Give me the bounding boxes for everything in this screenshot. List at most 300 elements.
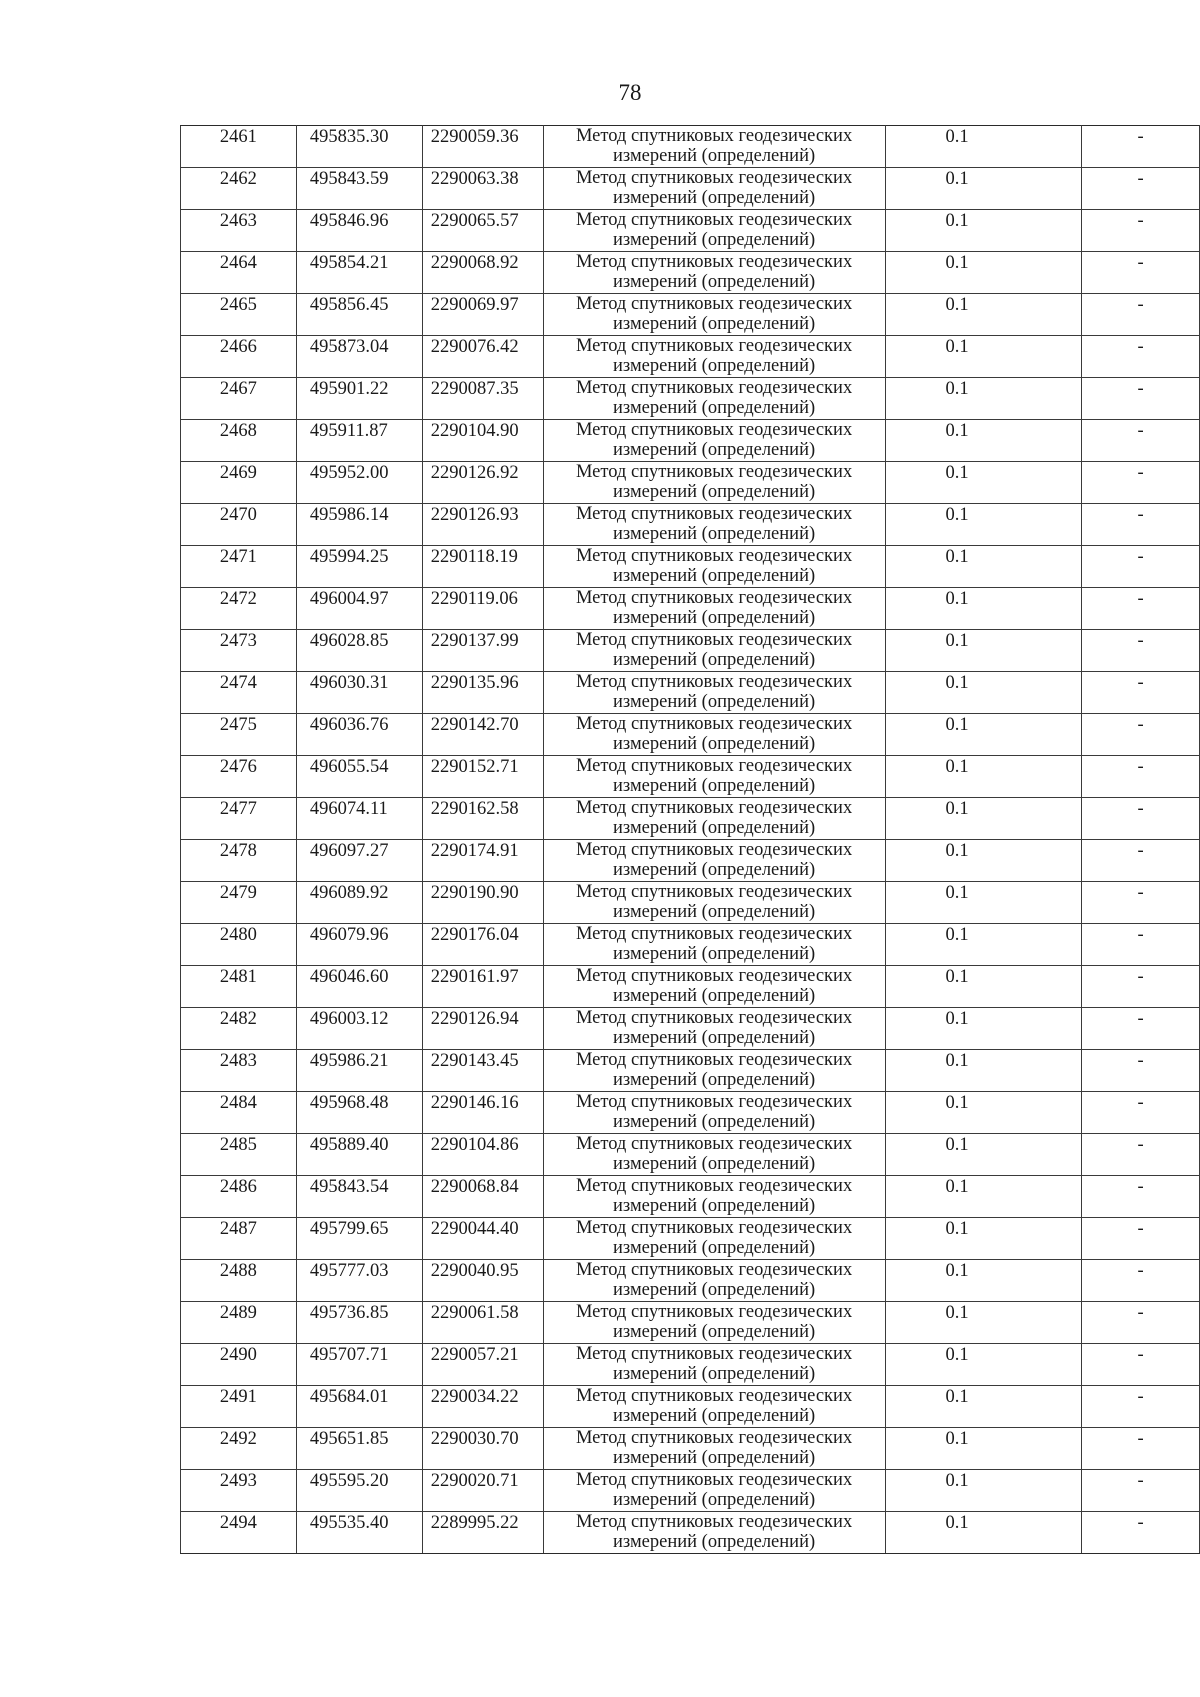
- method-cell: [543, 882, 885, 924]
- x-coordinate-cell: [296, 1344, 422, 1386]
- table-row: [181, 588, 1200, 630]
- description-cell: [1082, 1050, 1200, 1092]
- x-coordinate-cell: [296, 504, 422, 546]
- method-text-line-1: Метод спутниковых геодезических: [575, 462, 853, 482]
- method-text-line-1: Метод спутниковых геодезических: [575, 756, 853, 776]
- y-coordinate-text: 2290118.19: [430, 547, 518, 567]
- description-text: -: [1137, 253, 1144, 273]
- x-coordinate-cell: [296, 462, 422, 504]
- method-text-line-2: измерений (определений): [613, 146, 816, 166]
- method-cell: [543, 798, 885, 840]
- accuracy-cell: [885, 924, 1082, 966]
- y-coordinate-text: 2290176.04: [430, 925, 519, 945]
- y-coordinate-text: 2290044.40: [430, 1219, 519, 1239]
- y-coordinate-cell: [422, 1008, 543, 1050]
- y-coordinate-cell: [422, 1428, 543, 1470]
- x-coordinate-text: 496097.27: [309, 841, 389, 861]
- x-coordinate-cell: [296, 1260, 422, 1302]
- x-coordinate-cell: [296, 126, 422, 168]
- y-coordinate-text: 2290059.36: [430, 127, 519, 147]
- x-coordinate-cell: [296, 294, 422, 336]
- accuracy-cell: [885, 588, 1082, 630]
- point-number-text: 2484: [219, 1093, 257, 1113]
- table-row: [181, 252, 1200, 294]
- method-text-line-2: измерений (определений): [613, 524, 816, 544]
- y-coordinate-text: 2290104.90: [430, 421, 519, 441]
- accuracy-text: 0.1: [945, 547, 969, 567]
- point-number-text: 2470: [219, 505, 257, 525]
- point-number-text: 2475: [219, 715, 257, 735]
- description-cell: [1082, 1386, 1200, 1428]
- method-text-line-2: измерений (определений): [613, 398, 816, 418]
- method-cell: [543, 924, 885, 966]
- method-text-line-1: Метод спутниковых геодезических: [575, 966, 853, 986]
- method-text-line-1: Метод спутниковых геодезических: [575, 1050, 853, 1070]
- y-coordinate-cell: [422, 378, 543, 420]
- description-cell: [1082, 924, 1200, 966]
- accuracy-text: 0.1: [945, 337, 969, 357]
- method-text-line-1: Метод спутниковых геодезических: [575, 588, 853, 608]
- description-cell: [1082, 1428, 1200, 1470]
- accuracy-cell: [885, 1092, 1082, 1134]
- x-coordinate-cell: [296, 672, 422, 714]
- description-text: -: [1137, 1051, 1144, 1071]
- table-row: [181, 756, 1200, 798]
- method-text-line-2: измерений (определений): [613, 1238, 816, 1258]
- accuracy-cell: [885, 672, 1082, 714]
- y-coordinate-text: 2290068.92: [430, 253, 519, 273]
- x-coordinate-cell: [296, 1470, 422, 1512]
- y-coordinate-text: 2290030.70: [430, 1429, 519, 1449]
- accuracy-cell: [885, 882, 1082, 924]
- description-cell: [1082, 126, 1200, 168]
- method-text-line-1: Метод спутниковых геодезических: [575, 1134, 853, 1154]
- method-cell: [543, 378, 885, 420]
- x-coordinate-text: 495535.40: [309, 1513, 389, 1533]
- point-number-cell: [181, 798, 297, 840]
- description-text: -: [1137, 631, 1144, 651]
- description-text: -: [1137, 757, 1144, 777]
- x-coordinate-text: 496055.54: [309, 757, 389, 777]
- point-number-cell: [181, 840, 297, 882]
- method-text-line-1: Метод спутниковых геодезических: [575, 1176, 853, 1196]
- table-row: [181, 924, 1200, 966]
- method-text-line-2: измерений (определений): [613, 944, 816, 964]
- description-text: -: [1137, 379, 1144, 399]
- accuracy-text: 0.1: [945, 841, 969, 861]
- accuracy-cell: [885, 1050, 1082, 1092]
- method-cell: [543, 840, 885, 882]
- description-cell: [1082, 1512, 1200, 1554]
- description-cell: [1082, 1008, 1200, 1050]
- y-coordinate-text: 2290087.35: [430, 379, 519, 399]
- method-text-line-2: измерений (определений): [613, 986, 816, 1006]
- y-coordinate-text: 2290040.95: [430, 1261, 519, 1281]
- point-number-text: 2492: [219, 1429, 257, 1449]
- point-number-cell: [181, 1260, 297, 1302]
- point-number-text: 2476: [219, 757, 257, 777]
- description-text: -: [1137, 463, 1144, 483]
- y-coordinate-cell: [422, 1470, 543, 1512]
- description-text: -: [1137, 211, 1144, 231]
- x-coordinate-text: 496028.85: [309, 631, 389, 651]
- method-text-line-2: измерений (определений): [613, 1322, 816, 1342]
- method-text-line-2: измерений (определений): [613, 566, 816, 586]
- point-number-text: 2472: [219, 589, 257, 609]
- y-coordinate-cell: [422, 252, 543, 294]
- description-cell: [1082, 1302, 1200, 1344]
- x-coordinate-cell: [296, 1134, 422, 1176]
- x-coordinate-cell: [296, 1428, 422, 1470]
- method-text-line-2: измерений (определений): [613, 818, 816, 838]
- table-body: [181, 126, 1200, 1554]
- x-coordinate-text: 496003.12: [309, 1009, 389, 1029]
- table-row: [181, 420, 1200, 462]
- point-number-text: 2494: [219, 1513, 257, 1533]
- point-number-cell: [181, 546, 297, 588]
- x-coordinate-text: 496030.31: [309, 673, 389, 693]
- accuracy-text: 0.1: [945, 211, 969, 231]
- method-cell: [543, 714, 885, 756]
- table-row: [181, 210, 1200, 252]
- description-text: -: [1137, 673, 1144, 693]
- point-number-cell: [181, 1386, 297, 1428]
- x-coordinate-text: 496074.11: [309, 799, 388, 819]
- accuracy-text: 0.1: [945, 253, 969, 273]
- point-number-text: 2474: [219, 673, 257, 693]
- point-number-cell: [181, 252, 297, 294]
- description-cell: [1082, 882, 1200, 924]
- accuracy-text: 0.1: [945, 1429, 969, 1449]
- table-row: [181, 1008, 1200, 1050]
- point-number-text: 2486: [219, 1177, 257, 1197]
- table-row: [181, 882, 1200, 924]
- method-text-line-1: Метод спутниковых геодезических: [575, 1218, 853, 1238]
- point-number-text: 2479: [219, 883, 257, 903]
- accuracy-cell: [885, 1008, 1082, 1050]
- accuracy-text: 0.1: [945, 1471, 969, 1491]
- y-coordinate-text: 2290152.71: [430, 757, 519, 777]
- y-coordinate-text: 2290061.58: [430, 1303, 519, 1323]
- method-cell: [543, 966, 885, 1008]
- method-text-line-1: Метод спутниковых геодезических: [575, 294, 853, 314]
- point-number-cell: [181, 504, 297, 546]
- method-cell: [543, 1512, 885, 1554]
- method-text-line-1: Метод спутниковых геодезических: [575, 630, 853, 650]
- method-text-line-1: Метод спутниковых геодезических: [575, 714, 853, 734]
- y-coordinate-text: 2290126.92: [430, 463, 519, 483]
- description-cell: [1082, 1470, 1200, 1512]
- point-number-text: 2471: [219, 547, 257, 567]
- accuracy-cell: [885, 756, 1082, 798]
- table-row: [181, 378, 1200, 420]
- x-coordinate-cell: [296, 1218, 422, 1260]
- accuracy-cell: [885, 714, 1082, 756]
- y-coordinate-cell: [422, 1344, 543, 1386]
- accuracy-cell: [885, 126, 1082, 168]
- x-coordinate-cell: [296, 336, 422, 378]
- description-cell: [1082, 420, 1200, 462]
- y-coordinate-cell: [422, 882, 543, 924]
- y-coordinate-cell: [422, 924, 543, 966]
- accuracy-cell: [885, 630, 1082, 672]
- method-text-line-1: Метод спутниковых геодезических: [575, 924, 853, 944]
- accuracy-text: 0.1: [945, 421, 969, 441]
- accuracy-cell: [885, 840, 1082, 882]
- x-coordinate-text: 495854.21: [309, 253, 389, 273]
- method-cell: [543, 252, 885, 294]
- table-row: [181, 630, 1200, 672]
- point-number-text: 2483: [219, 1051, 257, 1071]
- x-coordinate-cell: [296, 210, 422, 252]
- accuracy-text: 0.1: [945, 589, 969, 609]
- y-coordinate-cell: [422, 1050, 543, 1092]
- x-coordinate-cell: [296, 1008, 422, 1050]
- description-text: -: [1137, 1093, 1144, 1113]
- table-row: [181, 546, 1200, 588]
- method-text-line-1: Метод спутниковых геодезических: [575, 1386, 853, 1406]
- method-text-line-1: Метод спутниковых геодезических: [575, 210, 853, 230]
- method-text-line-2: измерений (определений): [613, 1028, 816, 1048]
- y-coordinate-cell: [422, 168, 543, 210]
- point-number-text: 2473: [219, 631, 257, 651]
- table-row: [181, 1260, 1200, 1302]
- point-number-text: 2464: [219, 253, 257, 273]
- description-cell: [1082, 798, 1200, 840]
- method-cell: [543, 168, 885, 210]
- y-coordinate-cell: [422, 420, 543, 462]
- point-number-cell: [181, 630, 297, 672]
- accuracy-text: 0.1: [945, 1009, 969, 1029]
- method-text-line-2: измерений (определений): [613, 1490, 816, 1510]
- accuracy-cell: [885, 420, 1082, 462]
- accuracy-cell: [885, 798, 1082, 840]
- x-coordinate-cell: [296, 420, 422, 462]
- method-text-line-1: Метод спутниковых геодезических: [575, 840, 853, 860]
- method-text-line-2: измерений (определений): [613, 860, 816, 880]
- y-coordinate-text: 2290126.93: [430, 505, 519, 525]
- y-coordinate-text: 2290190.90: [430, 883, 519, 903]
- point-number-text: 2465: [219, 295, 257, 315]
- table-row: [181, 1302, 1200, 1344]
- table-row: [181, 1470, 1200, 1512]
- accuracy-cell: [885, 378, 1082, 420]
- accuracy-cell: [885, 252, 1082, 294]
- accuracy-text: 0.1: [945, 883, 969, 903]
- method-cell: [543, 588, 885, 630]
- method-text-line-1: Метод спутниковых геодезических: [575, 168, 853, 188]
- point-number-text: 2487: [219, 1219, 257, 1239]
- method-text-line-2: измерений (определений): [613, 356, 816, 376]
- description-text: -: [1137, 967, 1144, 987]
- description-cell: [1082, 210, 1200, 252]
- x-coordinate-text: 495873.04: [309, 337, 389, 357]
- y-coordinate-text: 2290137.99: [430, 631, 519, 651]
- accuracy-cell: [885, 336, 1082, 378]
- table-row: [181, 504, 1200, 546]
- point-number-text: 2477: [219, 799, 257, 819]
- method-text-line-2: измерений (определений): [613, 1196, 816, 1216]
- description-text: -: [1137, 337, 1144, 357]
- y-coordinate-cell: [422, 546, 543, 588]
- method-cell: [543, 420, 885, 462]
- description-text: -: [1137, 421, 1144, 441]
- description-text: -: [1137, 1135, 1144, 1155]
- description-text: -: [1137, 169, 1144, 189]
- point-number-text: 2488: [219, 1261, 257, 1281]
- point-number-cell: [181, 882, 297, 924]
- description-cell: [1082, 168, 1200, 210]
- method-cell: [543, 1470, 885, 1512]
- accuracy-cell: [885, 504, 1082, 546]
- accuracy-text: 0.1: [945, 1219, 969, 1239]
- method-text-line-1: Метод спутниковых геодезических: [575, 546, 853, 566]
- method-cell: [543, 672, 885, 714]
- point-number-cell: [181, 1428, 297, 1470]
- description-text: -: [1137, 883, 1144, 903]
- x-coordinate-text: 495846.96: [309, 211, 389, 231]
- table-row: [181, 1092, 1200, 1134]
- method-cell: [543, 504, 885, 546]
- accuracy-cell: [885, 1218, 1082, 1260]
- method-text-line-1: Метод спутниковых геодезических: [575, 1428, 853, 1448]
- x-coordinate-cell: [296, 840, 422, 882]
- accuracy-text: 0.1: [945, 169, 969, 189]
- y-coordinate-cell: [422, 672, 543, 714]
- method-cell: [543, 1134, 885, 1176]
- method-text-line-2: измерений (определений): [613, 230, 816, 250]
- point-number-text: 2463: [219, 211, 257, 231]
- x-coordinate-text: 496036.76: [309, 715, 389, 735]
- method-cell: [543, 756, 885, 798]
- x-coordinate-text: 495901.22: [309, 379, 389, 399]
- point-number-cell: [181, 1092, 297, 1134]
- method-text-line-2: измерений (определений): [613, 1154, 816, 1174]
- description-cell: [1082, 966, 1200, 1008]
- description-text: -: [1137, 715, 1144, 735]
- accuracy-text: 0.1: [945, 1345, 969, 1365]
- description-cell: [1082, 378, 1200, 420]
- table-row: [181, 840, 1200, 882]
- x-coordinate-text: 495777.03: [309, 1261, 389, 1281]
- description-cell: [1082, 588, 1200, 630]
- y-coordinate-cell: [422, 588, 543, 630]
- y-coordinate-cell: [422, 1302, 543, 1344]
- method-cell: [543, 1428, 885, 1470]
- method-text-line-1: Метод спутниковых геодезических: [575, 1344, 853, 1364]
- table-row: [181, 1428, 1200, 1470]
- method-text-line-1: Метод спутниковых геодезических: [575, 336, 853, 356]
- x-coordinate-cell: [296, 378, 422, 420]
- accuracy-text: 0.1: [945, 1177, 969, 1197]
- method-text-line-2: измерений (определений): [613, 734, 816, 754]
- description-cell: [1082, 672, 1200, 714]
- method-text-line-1: Метод спутниковых геодезических: [575, 504, 853, 524]
- accuracy-cell: [885, 462, 1082, 504]
- method-cell: [543, 1050, 885, 1092]
- point-number-cell: [181, 462, 297, 504]
- method-cell: [543, 126, 885, 168]
- y-coordinate-cell: [422, 1134, 543, 1176]
- method-text-line-1: Метод спутниковых геодезических: [575, 798, 853, 818]
- description-cell: [1082, 1176, 1200, 1218]
- y-coordinate-text: 2290034.22: [430, 1387, 519, 1407]
- point-number-cell: [181, 126, 297, 168]
- point-number-cell: [181, 1218, 297, 1260]
- point-number-text: 2478: [219, 841, 257, 861]
- x-coordinate-text: 496046.60: [309, 967, 389, 987]
- accuracy-text: 0.1: [945, 1093, 969, 1113]
- method-cell: [543, 1008, 885, 1050]
- x-coordinate-text: 496089.92: [309, 883, 389, 903]
- point-number-text: 2482: [219, 1009, 257, 1029]
- x-coordinate-cell: [296, 714, 422, 756]
- point-number-cell: [181, 336, 297, 378]
- y-coordinate-cell: [422, 1386, 543, 1428]
- y-coordinate-text: 2290057.21: [430, 1345, 519, 1365]
- y-coordinate-cell: [422, 504, 543, 546]
- point-number-cell: [181, 1008, 297, 1050]
- point-number-text: 2491: [219, 1387, 257, 1407]
- method-text-line-2: измерений (определений): [613, 314, 816, 334]
- description-text: -: [1137, 1261, 1144, 1281]
- point-number-cell: [181, 756, 297, 798]
- point-number-cell: [181, 1470, 297, 1512]
- point-number-text: 2461: [219, 127, 257, 147]
- method-text-line-2: измерений (определений): [613, 692, 816, 712]
- method-cell: [543, 1176, 885, 1218]
- method-text-line-1: Метод спутниковых геодезических: [575, 672, 853, 692]
- y-coordinate-cell: [422, 840, 543, 882]
- description-text: -: [1137, 1345, 1144, 1365]
- point-number-text: 2489: [219, 1303, 257, 1323]
- description-cell: [1082, 1344, 1200, 1386]
- y-coordinate-cell: [422, 630, 543, 672]
- y-coordinate-cell: [422, 798, 543, 840]
- x-coordinate-text: 495651.85: [309, 1429, 389, 1449]
- description-cell: [1082, 294, 1200, 336]
- point-number-cell: [181, 420, 297, 462]
- method-text-line-2: измерений (определений): [613, 1070, 816, 1090]
- method-text-line-1: Метод спутниковых геодезических: [575, 1260, 853, 1280]
- point-number-cell: [181, 924, 297, 966]
- description-text: -: [1137, 841, 1144, 861]
- method-cell: [543, 1092, 885, 1134]
- x-coordinate-cell: [296, 1386, 422, 1428]
- description-text: -: [1137, 1429, 1144, 1449]
- point-number-cell: [181, 378, 297, 420]
- table-row: [181, 714, 1200, 756]
- y-coordinate-text: 2290063.38: [430, 169, 519, 189]
- accuracy-cell: [885, 1176, 1082, 1218]
- x-coordinate-text: 496004.97: [309, 589, 389, 609]
- x-coordinate-cell: [296, 630, 422, 672]
- accuracy-text: 0.1: [945, 715, 969, 735]
- method-cell: [543, 462, 885, 504]
- method-text-line-2: измерений (определений): [613, 776, 816, 796]
- y-coordinate-cell: [422, 1512, 543, 1554]
- method-text-line-1: Метод спутниковых геодезических: [575, 252, 853, 272]
- point-number-cell: [181, 210, 297, 252]
- method-text-line-2: измерений (определений): [613, 1406, 816, 1426]
- point-number-text: 2481: [219, 967, 257, 987]
- method-text-line-2: измерений (определений): [613, 1448, 816, 1468]
- accuracy-cell: [885, 966, 1082, 1008]
- table-row: [181, 1050, 1200, 1092]
- accuracy-text: 0.1: [945, 799, 969, 819]
- table-row: [181, 462, 1200, 504]
- method-text-line-1: Метод спутниковых геодезических: [575, 1008, 853, 1028]
